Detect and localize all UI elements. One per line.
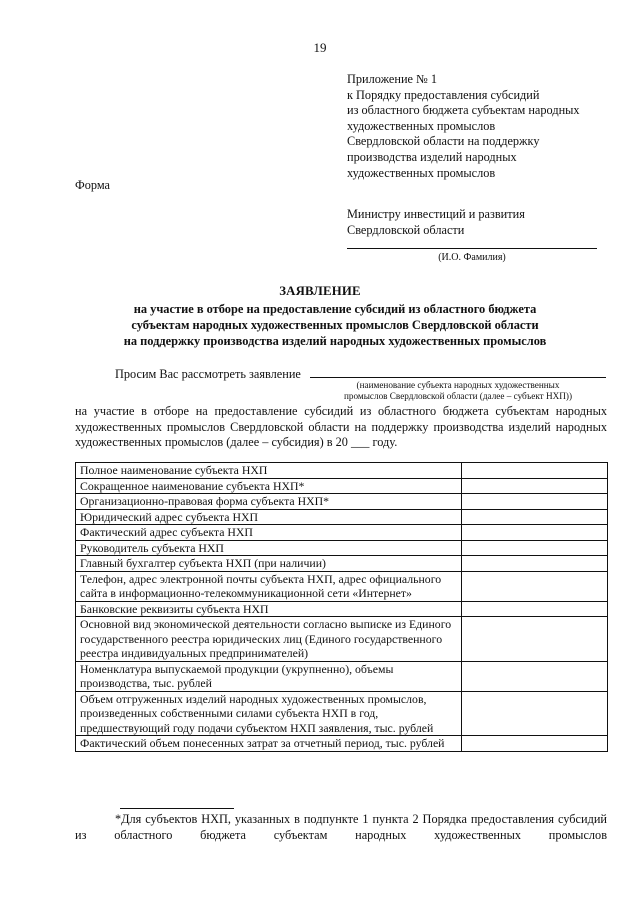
signature-caption: (И.О. Фамилия) [438, 252, 506, 263]
field-label: Главный бухгалтер субъекта НХП (при наличии) [76, 556, 462, 572]
field-label: Банковские реквизиты субъекта НХП [76, 601, 462, 617]
appendix-line: художественных промыслов [347, 165, 496, 180]
field-label: Организационно-правовая форма субъекта НХП* [76, 494, 462, 510]
table-row [76, 478, 608, 494]
table-row [76, 571, 608, 601]
table-row [76, 556, 608, 572]
signature-line[interactable] [347, 248, 597, 249]
field-label: Руководитель субъекта НХП [76, 540, 462, 556]
field-value-cell[interactable] [462, 509, 608, 525]
appendix-line: производства изделий народных [347, 149, 517, 164]
field-value-cell[interactable] [462, 525, 608, 541]
table-row [76, 691, 608, 736]
request-body-text: на участие в отборе на предоставление субсидий из областного бюджета субъектам народных художественных промыслов Свердловской области на поддержку производства изделий народных художественных промыслов (далее – субсидия) в 20 ___ году. [75, 404, 607, 449]
table-row [76, 494, 608, 510]
field-label: Сокращенное наименование субъекта НХП* [76, 478, 462, 494]
field-value-cell[interactable] [462, 463, 608, 479]
field-value-cell[interactable] [462, 494, 608, 510]
field-value-cell[interactable] [462, 661, 608, 691]
addressee [347, 207, 525, 238]
field-label: Объем отгруженных изделий народных художественных промыслов, произведенных собственными силами субъекта НХП в год, предшествующий году подачи субъектом НХП заявления, тыс. рублей [76, 691, 462, 736]
application-table [75, 462, 608, 752]
table-row [76, 463, 608, 479]
table-row [76, 601, 608, 617]
table-row [76, 736, 608, 752]
subtitle-line: на поддержку производства изделий народных художественных промыслов [123, 333, 547, 348]
field-value-cell[interactable] [462, 601, 608, 617]
field-value-cell[interactable] [462, 736, 608, 752]
subtitle-line: на участие в отборе на предоставление субсидий из областного бюджета [133, 302, 537, 316]
field-value-cell[interactable] [462, 540, 608, 556]
addressee-line: Свердловской области [347, 222, 465, 237]
caption-line: (наименование субъекта народных художественных [356, 380, 560, 390]
appendix-line: к Порядку предоставления субсидий [347, 87, 540, 102]
subtitle-line: субъектам народных художественных промыслов Свердловской области [131, 317, 539, 332]
table-row [76, 540, 608, 556]
field-label: Основной вид экономической деятельности согласно выписке из Единого государственного реестра юридических лиц (Единого государственного реестра индивидуальных предпринимателей) [76, 617, 462, 662]
footnote-text: *Для субъектов НХП, указанных в подпункте 1 пункта 2 Порядка предоставления субсидий из областного бюджета субъектам народных художественных промыслов [75, 812, 607, 842]
table-row [76, 525, 608, 541]
field-label: Телефон, адрес электронной почты субъекта НХП, адрес официального сайта в информационно-телекоммуникационной сети «Интернет» [76, 571, 462, 601]
request-start-text: Просим Вас рассмотреть заявление [115, 367, 301, 381]
field-label: Номенклатура выпускаемой продукции (укрупненно), объемы производства, тыс. рублей [76, 661, 462, 691]
table-row [76, 617, 608, 662]
field-label: Юридический адрес субъекта НХП [76, 509, 462, 525]
field-label: Фактический адрес субъекта НХП [76, 525, 462, 541]
table-row [76, 661, 608, 691]
applicant-name-caption [310, 380, 606, 402]
caption-line: промыслов Свердловской области (далее – субъект НХП)) [344, 391, 572, 401]
document-subtitle [60, 302, 610, 349]
appendix-line: Свердловской области на поддержку [347, 134, 540, 149]
field-label: Полное наименование субъекта НХП [76, 463, 462, 479]
page-number: 19 [313, 40, 327, 55]
field-value-cell[interactable] [462, 571, 608, 601]
field-label: Фактический объем понесенных затрат за отчетный период, тыс. рублей [76, 736, 462, 752]
table-row [76, 509, 608, 525]
applicant-name-field[interactable] [310, 377, 606, 378]
appendix-header [347, 72, 580, 181]
appendix-line: из областного бюджета субъектам народных [347, 103, 580, 118]
field-value-cell[interactable] [462, 556, 608, 572]
document-title: ЗАЯВЛЕНИЕ [279, 284, 361, 298]
appendix-line: Приложение № 1 [347, 72, 438, 86]
field-value-cell[interactable] [462, 617, 608, 662]
field-value-cell[interactable] [462, 478, 608, 494]
footnote-divider [120, 808, 234, 809]
field-value-cell[interactable] [462, 691, 608, 736]
appendix-line: художественных промыслов [347, 118, 496, 133]
addressee-line: Министру инвестиций и развития [347, 207, 525, 221]
form-label: Форма [75, 178, 110, 192]
